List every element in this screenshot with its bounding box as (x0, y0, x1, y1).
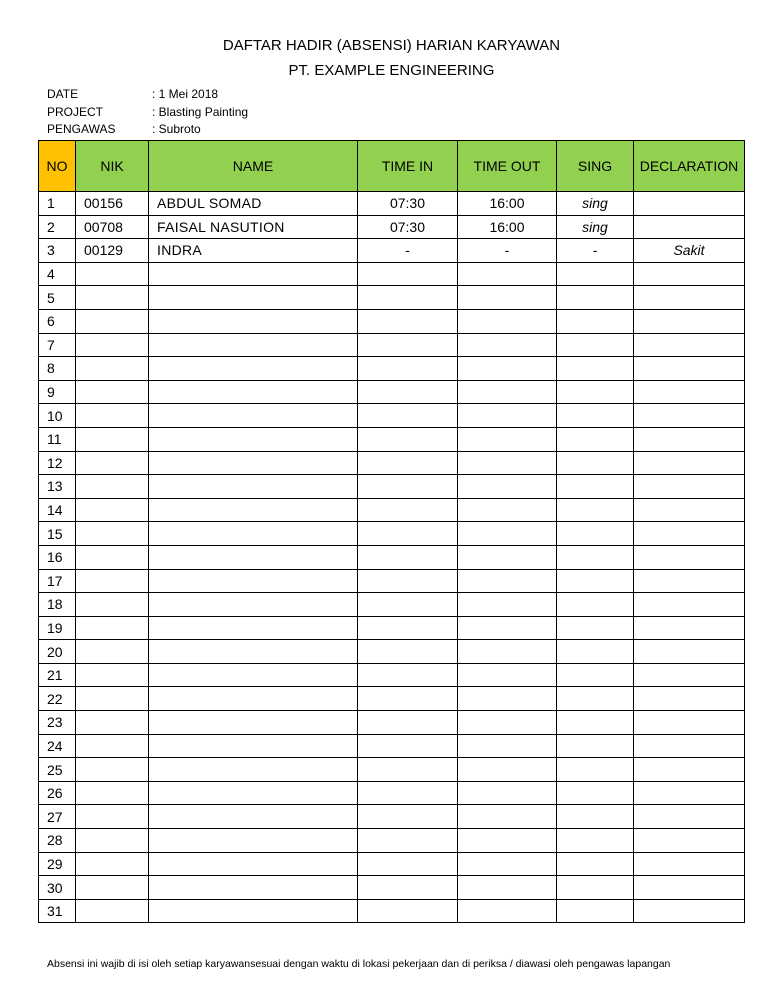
time-in-cell: 07:30 (358, 215, 458, 239)
row-number: 30 (39, 876, 76, 900)
project-label: PROJECT (47, 105, 104, 119)
declaration-cell (634, 404, 745, 428)
table-row (39, 357, 745, 381)
table-row (39, 687, 745, 711)
declaration-cell (634, 569, 745, 593)
time-in-cell (358, 829, 458, 853)
table-row (39, 876, 745, 900)
nik-cell (76, 876, 149, 900)
sign-cell (557, 805, 634, 829)
sign-cell (557, 829, 634, 853)
nik-cell: 00129 (76, 239, 149, 263)
row-number: 20 (39, 640, 76, 664)
name-cell (149, 545, 358, 569)
declaration-cell (634, 192, 745, 216)
table-row (39, 640, 745, 664)
nik-cell (76, 545, 149, 569)
time-out-cell (458, 640, 557, 664)
table-row (39, 781, 745, 805)
company-name: PT. EXAMPLE ENGINEERING (288, 62, 495, 79)
column-header-time-out: TIME OUT (458, 141, 557, 192)
name-cell (149, 380, 358, 404)
row-number: 28 (39, 829, 76, 853)
table-row (39, 734, 745, 758)
time-in-cell (358, 593, 458, 617)
sign-cell (557, 616, 634, 640)
table-row (39, 380, 745, 404)
row-number: 8 (39, 357, 76, 381)
time-out-cell (458, 309, 557, 333)
sign-cell (557, 640, 634, 664)
declaration-cell (634, 734, 745, 758)
declaration-cell (634, 805, 745, 829)
nik-cell (76, 427, 149, 451)
name-cell: INDRA (149, 239, 358, 263)
table-row (39, 192, 745, 216)
nik-cell (76, 333, 149, 357)
document-title: DAFTAR HADIR (ABSENSI) HARIAN KARYAWAN (222, 37, 561, 54)
time-out-cell (458, 829, 557, 853)
name-cell (149, 262, 358, 286)
sign-cell (557, 451, 634, 475)
time-out-cell (458, 545, 557, 569)
time-in-cell (358, 333, 458, 357)
declaration-cell (634, 616, 745, 640)
time-in-cell (358, 451, 458, 475)
time-out-cell (458, 427, 557, 451)
table-row (39, 262, 745, 286)
column-header-time-in: TIME IN (358, 141, 458, 192)
sign-cell (557, 663, 634, 687)
time-in-cell (358, 498, 458, 522)
column-header-nik: NIK (76, 141, 149, 192)
column-header-name: NAME (149, 141, 358, 192)
name-cell (149, 876, 358, 900)
sign-cell (557, 475, 634, 499)
row-number: 16 (39, 545, 76, 569)
nik-cell (76, 805, 149, 829)
row-number: 29 (39, 852, 76, 876)
time-out-cell (458, 876, 557, 900)
name-cell (149, 758, 358, 782)
time-in-cell (358, 616, 458, 640)
sign-cell (557, 899, 634, 923)
footer-note: Absensi ini wajib di isi oleh setiap karyawansesuai dengan waktu di lokasi pekerjaan dan di periksa / diawasi oleh pengawas lapangan (47, 958, 671, 970)
declaration-cell (634, 899, 745, 923)
row-number: 23 (39, 711, 76, 735)
sign-cell (557, 427, 634, 451)
row-number: 25 (39, 758, 76, 782)
nik-cell (76, 640, 149, 664)
time-in-cell (358, 522, 458, 546)
time-in-cell (358, 475, 458, 499)
row-number: 10 (39, 404, 76, 428)
column-header-declaration: DECLARATION (634, 141, 745, 192)
name-cell (149, 781, 358, 805)
nik-cell: 00708 (76, 215, 149, 239)
time-in-cell (358, 711, 458, 735)
time-out-cell (458, 852, 557, 876)
row-number: 15 (39, 522, 76, 546)
sign-cell (557, 781, 634, 805)
name-cell (149, 475, 358, 499)
sign-cell (557, 711, 634, 735)
row-number: 22 (39, 687, 76, 711)
table-row (39, 286, 745, 310)
time-out-cell (458, 593, 557, 617)
table-row (39, 593, 745, 617)
nik-cell (76, 451, 149, 475)
name-cell (149, 357, 358, 381)
row-number: 31 (39, 899, 76, 923)
nik-cell (76, 475, 149, 499)
row-number: 11 (39, 427, 76, 451)
table-row (39, 451, 745, 475)
declaration-cell (634, 640, 745, 664)
table-row (39, 545, 745, 569)
row-number: 7 (39, 333, 76, 357)
time-in-cell (358, 852, 458, 876)
declaration-cell (634, 687, 745, 711)
nik-cell (76, 852, 149, 876)
name-cell (149, 333, 358, 357)
declaration-cell (634, 852, 745, 876)
sign-cell (557, 758, 634, 782)
nik-cell (76, 616, 149, 640)
time-out-cell (458, 687, 557, 711)
row-number: 13 (39, 475, 76, 499)
name-cell (149, 286, 358, 310)
name-cell (149, 309, 358, 333)
declaration-cell (634, 711, 745, 735)
time-out-cell: - (458, 239, 557, 263)
time-in-cell (358, 286, 458, 310)
row-number: 27 (39, 805, 76, 829)
time-out-cell: 16:00 (458, 192, 557, 216)
time-in-cell (358, 899, 458, 923)
time-out-cell (458, 404, 557, 428)
date-value: : 1 Mei 2018 (152, 87, 219, 101)
name-cell: FAISAL NASUTION (149, 215, 358, 239)
time-in-cell (358, 687, 458, 711)
name-cell (149, 498, 358, 522)
sign-cell (557, 286, 634, 310)
project-value: : Blasting Painting (152, 105, 249, 119)
name-cell (149, 899, 358, 923)
declaration-cell (634, 380, 745, 404)
sign-cell (557, 569, 634, 593)
declaration-cell (634, 333, 745, 357)
table-row (39, 711, 745, 735)
row-number: 6 (39, 309, 76, 333)
time-out-cell: 16:00 (458, 215, 557, 239)
table-row (39, 498, 745, 522)
time-out-cell (458, 262, 557, 286)
row-number: 18 (39, 593, 76, 617)
nik-cell (76, 663, 149, 687)
time-out-cell (458, 333, 557, 357)
name-cell (149, 687, 358, 711)
declaration-cell (634, 781, 745, 805)
sign-cell (557, 876, 634, 900)
nik-cell (76, 286, 149, 310)
time-out-cell (458, 711, 557, 735)
time-in-cell (358, 781, 458, 805)
nik-cell (76, 593, 149, 617)
time-in-cell (358, 545, 458, 569)
sign-cell (557, 357, 634, 381)
declaration-cell (634, 498, 745, 522)
time-in-cell (358, 309, 458, 333)
column-header-no: NO (39, 141, 76, 192)
time-in-cell (358, 640, 458, 664)
declaration-cell (634, 215, 745, 239)
time-out-cell (458, 616, 557, 640)
table-row (39, 427, 745, 451)
time-in-cell (358, 734, 458, 758)
time-in-cell (358, 758, 458, 782)
time-out-cell (458, 475, 557, 499)
time-out-cell (458, 498, 557, 522)
table-row (39, 805, 745, 829)
name-cell: ABDUL SOMAD (149, 192, 358, 216)
row-number: 12 (39, 451, 76, 475)
time-in-cell (358, 262, 458, 286)
name-cell (149, 569, 358, 593)
row-number: 2 (39, 215, 76, 239)
time-out-cell (458, 663, 557, 687)
table-row (39, 333, 745, 357)
name-cell (149, 522, 358, 546)
declaration-cell (634, 427, 745, 451)
nik-cell (76, 687, 149, 711)
time-out-cell (458, 286, 557, 310)
name-cell (149, 711, 358, 735)
row-number: 1 (39, 192, 76, 216)
table-header-row (39, 141, 745, 192)
declaration-cell (634, 357, 745, 381)
sign-cell (557, 380, 634, 404)
row-number: 9 (39, 380, 76, 404)
name-cell (149, 616, 358, 640)
nik-cell (76, 498, 149, 522)
sign-cell: sing (557, 215, 634, 239)
table-row (39, 758, 745, 782)
time-in-cell: - (358, 239, 458, 263)
time-out-cell (458, 380, 557, 404)
nik-cell (76, 711, 149, 735)
table-row (39, 899, 745, 923)
name-cell (149, 805, 358, 829)
date-label: DATE (47, 87, 79, 101)
declaration-cell (634, 522, 745, 546)
sign-cell (557, 262, 634, 286)
declaration-cell (634, 451, 745, 475)
declaration-cell (634, 663, 745, 687)
time-in-cell (358, 357, 458, 381)
time-in-cell (358, 663, 458, 687)
nik-cell (76, 734, 149, 758)
declaration-cell (634, 876, 745, 900)
table-row (39, 616, 745, 640)
time-in-cell (358, 876, 458, 900)
sign-cell (557, 687, 634, 711)
row-number: 17 (39, 569, 76, 593)
time-out-cell (458, 522, 557, 546)
time-out-cell (458, 805, 557, 829)
nik-cell (76, 758, 149, 782)
sign-cell (557, 545, 634, 569)
table-row (39, 663, 745, 687)
sign-cell (557, 593, 634, 617)
nik-cell (76, 404, 149, 428)
time-out-cell (458, 451, 557, 475)
declaration-cell (634, 545, 745, 569)
supervisor-value: : Subroto (152, 122, 201, 136)
declaration-cell (634, 758, 745, 782)
table-row (39, 829, 745, 853)
attendance-table (38, 140, 745, 923)
declaration-cell (634, 262, 745, 286)
row-number: 26 (39, 781, 76, 805)
table-row (39, 215, 745, 239)
time-out-cell (458, 899, 557, 923)
row-number: 14 (39, 498, 76, 522)
nik-cell (76, 569, 149, 593)
row-number: 21 (39, 663, 76, 687)
time-out-cell (458, 357, 557, 381)
supervisor-label: PENGAWAS (47, 122, 116, 136)
sign-cell: sing (557, 192, 634, 216)
time-out-cell (458, 569, 557, 593)
sign-cell: - (557, 239, 634, 263)
row-number: 3 (39, 239, 76, 263)
sign-cell (557, 734, 634, 758)
name-cell (149, 663, 358, 687)
nik-cell (76, 357, 149, 381)
row-number: 19 (39, 616, 76, 640)
sign-cell (557, 498, 634, 522)
name-cell (149, 427, 358, 451)
declaration-cell (634, 286, 745, 310)
table-row (39, 522, 745, 546)
sign-cell (557, 852, 634, 876)
table-row (39, 569, 745, 593)
table-row (39, 475, 745, 499)
row-number: 5 (39, 286, 76, 310)
name-cell (149, 593, 358, 617)
nik-cell: 00156 (76, 192, 149, 216)
declaration-cell (634, 475, 745, 499)
table-row (39, 852, 745, 876)
time-out-cell (458, 781, 557, 805)
nik-cell (76, 899, 149, 923)
name-cell (149, 852, 358, 876)
sign-cell (557, 333, 634, 357)
name-cell (149, 404, 358, 428)
table-row (39, 309, 745, 333)
time-out-cell (458, 734, 557, 758)
nik-cell (76, 781, 149, 805)
time-in-cell (358, 427, 458, 451)
name-cell (149, 734, 358, 758)
row-number: 4 (39, 262, 76, 286)
sign-cell (557, 309, 634, 333)
nik-cell (76, 380, 149, 404)
table-row (39, 404, 745, 428)
time-in-cell: 07:30 (358, 192, 458, 216)
nik-cell (76, 829, 149, 853)
declaration-cell: Sakit (634, 239, 745, 263)
nik-cell (76, 262, 149, 286)
name-cell (149, 829, 358, 853)
name-cell (149, 451, 358, 475)
column-header-sign: SING (557, 141, 634, 192)
nik-cell (76, 522, 149, 546)
nik-cell (76, 309, 149, 333)
time-in-cell (358, 805, 458, 829)
time-in-cell (358, 380, 458, 404)
time-in-cell (358, 404, 458, 428)
sign-cell (557, 522, 634, 546)
row-number: 24 (39, 734, 76, 758)
table-row (39, 239, 745, 263)
name-cell (149, 640, 358, 664)
sign-cell (557, 404, 634, 428)
declaration-cell (634, 829, 745, 853)
time-out-cell (458, 758, 557, 782)
declaration-cell (634, 309, 745, 333)
declaration-cell (634, 593, 745, 617)
time-in-cell (358, 569, 458, 593)
